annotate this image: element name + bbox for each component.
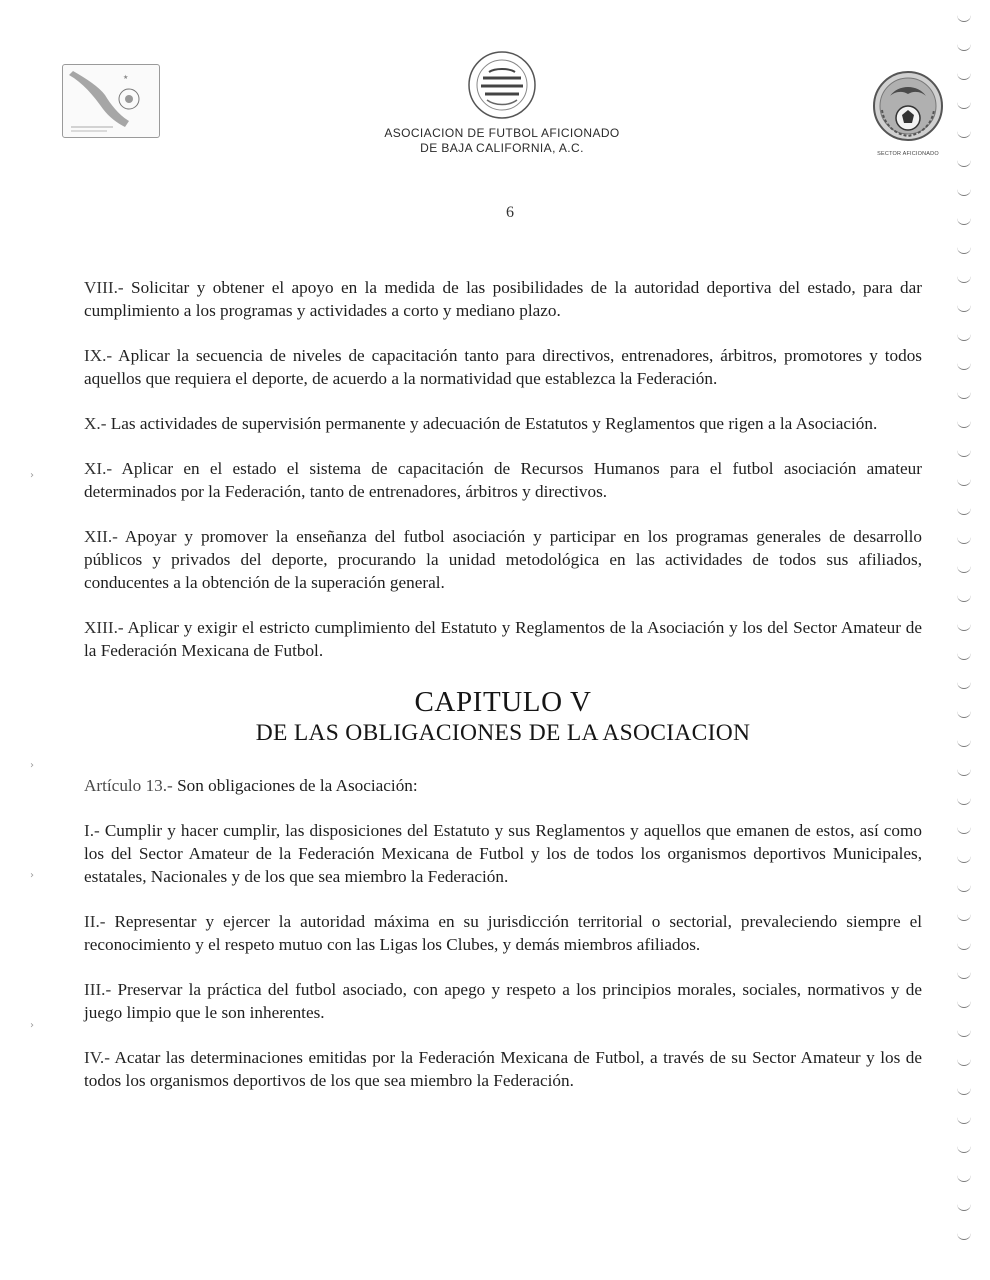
margin-speck: › (30, 760, 34, 771)
binding-hole (957, 1116, 971, 1124)
chapter-title: CAPITULO V (414, 686, 592, 718)
binding-hole (957, 971, 971, 979)
binding-hole (957, 43, 971, 51)
article-heading (84, 774, 922, 797)
numbered-paragraph (84, 344, 922, 390)
binding-hole (957, 797, 971, 805)
femexfut-logo (465, 48, 539, 122)
binding-hole (957, 507, 971, 515)
numbered-paragraph (84, 819, 922, 888)
eagle-seal-icon (868, 66, 948, 146)
binding-hole (957, 536, 971, 544)
svg-text:★: ★ (123, 74, 129, 81)
margin-speck: › (30, 470, 34, 481)
football-federation-icon (465, 48, 539, 122)
paragraph-text: Solicitar y obtener el apoyo en la medida de las posibilidades de la autoridad deportiva del estado, para dar cumplimiento a los programas y actividades a corto y mediano plazo. (84, 278, 922, 320)
binding-hole (957, 884, 971, 892)
binding-hole (957, 768, 971, 776)
binding-hole (957, 72, 971, 80)
numbered-paragraph (84, 616, 922, 662)
binding-hole (957, 304, 971, 312)
paragraph-number: IX.- (84, 346, 113, 365)
organization-name (300, 126, 704, 156)
paragraph-text: Aplicar y exigir el estricto cumplimiento del Estatuto y Reglamentos de la Asociación y los del Sector Amateur de la Federación Mexicana de Futbol. (84, 618, 922, 660)
binding-hole (957, 14, 971, 22)
binding-hole (957, 1232, 971, 1240)
binding-hole (957, 1087, 971, 1095)
binding-hole (957, 565, 971, 573)
paragraph-number: XIII.- (84, 618, 124, 637)
binding-hole (957, 188, 971, 196)
numbered-paragraph (84, 276, 922, 322)
article-label: Artículo 13.- (84, 776, 173, 795)
numbered-paragraph (84, 1046, 922, 1092)
binding-hole (957, 478, 971, 486)
binding-hole (957, 1000, 971, 1008)
binding-hole (957, 246, 971, 254)
map-icon (63, 65, 159, 137)
organization-name-line2: DE BAJA CALIFORNIA, A.C. (420, 141, 584, 155)
paragraph-number: X.- (84, 414, 107, 433)
binding-hole (957, 1174, 971, 1182)
paragraph-text: Preservar la práctica del futbol asociado, con apego y respeto a los principios morales, sociales, normativos y de juego limpio que le son inherentes. (84, 980, 922, 1022)
numbered-paragraph (84, 910, 922, 956)
numbered-paragraph (84, 412, 922, 435)
paragraph-number: III.- (84, 980, 112, 999)
binding-hole (957, 942, 971, 950)
paragraph-text: Cumplir y hacer cumplir, las disposiciones del Estatuto y sus Reglamentos y aquellos que emanen de estos, así como los del Sector Amateur de la Federación Mexicana de Futbol y los de todos los organismos deportivos Municipales, estatales, Nacionales y de los que sea miembro la Federación. (84, 821, 922, 886)
paragraph-list-top (84, 276, 922, 662)
binding-hole (957, 594, 971, 602)
chapter-subtitle: DE LAS OBLIGACIONES DE LA ASOCIACION (255, 720, 751, 746)
binding-hole (957, 449, 971, 457)
binding-hole (957, 739, 971, 747)
paragraph-text: Las actividades de supervisión permanente y adecuación de Estatutos y Reglamentos que rigen a la Asociación. (106, 414, 878, 433)
binding-hole (957, 681, 971, 689)
binding-hole (957, 130, 971, 138)
binding-hole (957, 1058, 971, 1066)
paragraph-number: XII.- (84, 527, 118, 546)
binding-hole (957, 826, 971, 834)
paragraph-text: Apoyar y promover la enseñanza del futbol asociación y participar en los programas generales de desarrollo públicos y privados del deporte, procurando la unidad metodológica en las actividades de todos sus afiliados, conducentes a la obtención de la superación general. (84, 527, 922, 592)
paragraph-list-bottom (84, 819, 922, 1092)
document-body (84, 276, 922, 1114)
mexico-eagle-seal (868, 66, 948, 156)
article-text: Son obligaciones de la Asociación: (172, 776, 418, 795)
baja-california-map-logo (62, 64, 160, 138)
page-number: 6 (506, 204, 514, 221)
seal-caption: SECTOR AFICIONADO (877, 151, 939, 157)
paragraph-number: IV.- (84, 1048, 110, 1067)
paragraph-text: Acatar las determinaciones emitidas por la Federación Mexicana de Futbol, a través de su Sector Amateur y los de todos los organismos deportivos de los que sea miembro la Federación. (84, 1048, 922, 1090)
paragraph-number: VIII.- (84, 278, 124, 297)
numbered-paragraph (84, 457, 922, 503)
binding-hole (957, 623, 971, 631)
binding-hole (957, 1203, 971, 1211)
binding-hole (957, 217, 971, 225)
paragraph-number: I.- (84, 821, 100, 840)
binding-hole (957, 159, 971, 167)
binding-hole (957, 652, 971, 660)
margin-speck: › (30, 870, 34, 881)
chapter-heading (84, 686, 922, 748)
binding-hole (957, 101, 971, 109)
binding-hole (957, 855, 971, 863)
binding-hole (957, 362, 971, 370)
organization-name-line1: ASOCIACION DE FUTBOL AFICIONADO (384, 126, 620, 140)
paragraph-number: XI.- (84, 459, 113, 478)
binding-hole (957, 420, 971, 428)
binding-hole (957, 1029, 971, 1037)
paragraph-number: II.- (84, 912, 106, 931)
spiral-binding (955, 6, 977, 1266)
binding-hole (957, 333, 971, 341)
binding-hole (957, 710, 971, 718)
binding-hole (957, 391, 971, 399)
binding-hole (957, 1145, 971, 1153)
margin-speck: › (30, 1020, 34, 1031)
numbered-paragraph (84, 525, 922, 594)
paragraph-text: Aplicar la secuencia de niveles de capacitación tanto para directivos, entrenadores, árbitros, promotores y todos aquellos que requiera el deporte, de acuerdo a la normatividad que establezca la Federación. (84, 346, 922, 388)
paragraph-text: Representar y ejercer la autoridad máxima en su jurisdicción territorial o sectorial, prevaleciendo siempre el reconocimiento y el respeto mutuo con las Ligas los Clubes, y demás miembros afiliados. (84, 912, 922, 954)
numbered-paragraph (84, 978, 922, 1024)
binding-hole (957, 275, 971, 283)
paragraph-text: Aplicar en el estado el sistema de capacitación de Recursos Humanos para el futbol asociación amateur determinados por la Federación, tanto de entrenadores, árbitros y directivos. (84, 459, 922, 501)
binding-hole (957, 913, 971, 921)
